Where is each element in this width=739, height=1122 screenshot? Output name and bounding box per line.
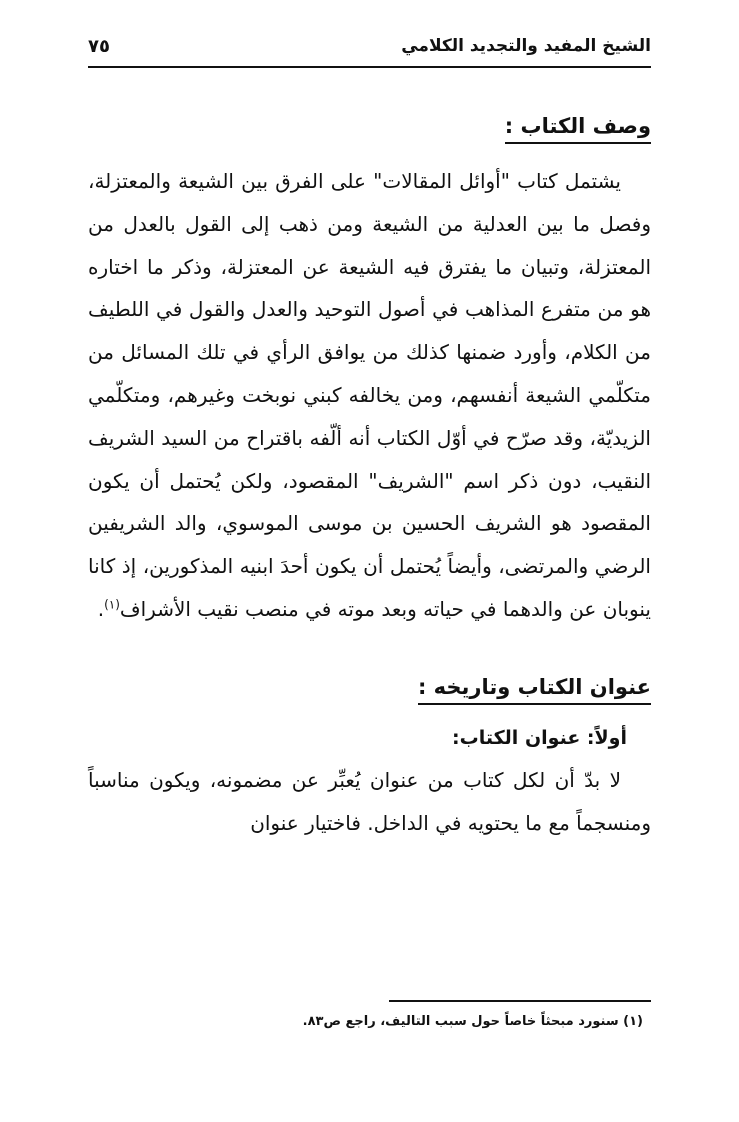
page-number: ٧٥ — [88, 36, 110, 57]
title-paragraph: لا بدّ أن لكل كتاب من عنوان يُعبِّر عن مضمونه، ويكون مناسباً ومنسجماً مع ما يحتويه في الداخل. فاختيار عنوان — [88, 767, 651, 835]
subheading-book-title: أولاً: عنوان الكتاب: — [452, 726, 627, 749]
section-heading-title-and-date: عنوان الكتاب وتاريخه : — [418, 675, 651, 705]
paragraph-end-punctuation: . — [97, 596, 105, 621]
page-body — [88, 100, 651, 844]
description-paragraph — [88, 160, 651, 631]
footnote-divider — [389, 1000, 651, 1002]
running-header — [88, 34, 651, 68]
running-title: الشيخ المفيد والتجديد الكلامي — [401, 36, 651, 56]
footnote-reference: (١) — [104, 597, 120, 612]
section-heading-book-description: وصف الكتاب : — [505, 114, 651, 144]
description-text: يشتمل كتاب "أوائل المقالات" على الفرق بين الشيعة والمعتزلة، وفصل ما بين العدلية من الشيعة ومن ذهب إلى القول بالعدل من المعتزلة، وتبيان ما يفترق فيه الشيعة عن المعتزلة، وذكر ما اختاره هو من متفرع المذاهب في أصول التوحيد والعدل والقول في اللطيف من الكلام، وأورد ضمنها كذلك من يوافق الرأي في تلك المسائل من متكلّمي الشيعة أنفسهم، ومن يخالفه كبني نوبخت وغيرهم، ومتكلّمي الزيديّة، وقد صرّح في أوّل الكتاب أنه ألّفه باقتراح من السيد الشريف النقيب، دون ذكر اسم "الشريف" المقصود، ولكن يُحتمل أن يكون المقصود هو الشريف الحسين بن موسى الموسوي، والد الشريفين الرضي والمرتضى، وأيضاً يُحتمل أن يكون أحدَ ابنيه المذكورين، إذ كانا ينوبان عن والدهما في حياته وبعد موته في منصب نقيب الأشراف — [88, 169, 651, 621]
footnote: (١) سنورد مبحثاً خاصاً حول سبب التاليف، راجع ص٨٣. — [302, 1014, 643, 1029]
